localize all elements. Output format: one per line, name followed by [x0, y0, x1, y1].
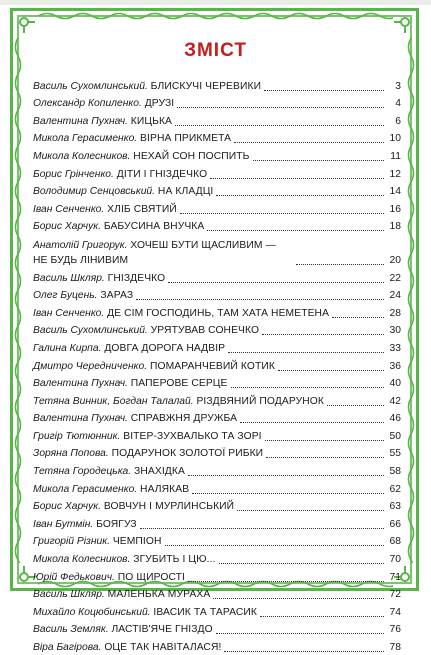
toc-entry[interactable] [33, 129, 401, 147]
toc-entry[interactable] [33, 602, 401, 620]
toc-page-number: 74 [389, 606, 401, 618]
toc-page-number: 18 [389, 221, 401, 233]
toc-page-number: 50 [389, 430, 401, 442]
dot-leader [188, 580, 384, 582]
toc-entry-text [33, 499, 234, 514]
dot-leader [262, 333, 384, 335]
toc-page-number: 12 [389, 168, 401, 180]
toc-entry[interactable] [33, 286, 401, 304]
toc-author: Дмитро Чередниченко. [33, 360, 148, 372]
frame-knot-pattern-right [406, 38, 416, 563]
toc-entry[interactable] [33, 637, 401, 655]
toc-entry-text [33, 429, 262, 444]
toc-page-number: 24 [389, 290, 401, 302]
toc-work-title: НЕХАЙ СОН ПОСПИТЬ [133, 150, 250, 162]
toc-entry[interactable] [33, 479, 401, 497]
toc-entry-text [33, 323, 259, 338]
toc-author: Василь Шкляр. [33, 589, 105, 601]
toc-work-title: ВІТЕР-ЗУХВАЛЬКО ТА ЗОРІ [123, 430, 262, 442]
dot-leader [296, 263, 384, 265]
toc-entry[interactable] [33, 268, 401, 286]
toc-work-title: ДОВГА ДОРОГА НАДВІР [104, 342, 226, 354]
dot-leader [168, 281, 384, 283]
top-stripe [0, 0, 431, 5]
toc-entry[interactable] [33, 356, 401, 374]
toc-entry-text [33, 482, 189, 497]
toc-page-number: 4 [395, 98, 401, 110]
toc-work-title: ОЦЕ ТАК НАВІТАЛАСЯ! [104, 642, 222, 653]
toc-entry-text [33, 79, 261, 94]
toc-work-title: ХОЧЕШ БУТИ ЩАСЛИВИМ — НЕ БУДЬ ЛІНИВИМ [33, 239, 276, 266]
toc-entry[interactable] [33, 146, 401, 164]
toc-entry-text [33, 552, 216, 567]
toc-work-title: ЧЕМПІОН [112, 536, 162, 548]
toc-author: Іван Сенченко. [33, 203, 105, 215]
toc-work-title: БОЯГУЗ [96, 518, 137, 530]
toc-entry-text [33, 464, 185, 479]
toc-entry[interactable] [33, 391, 401, 409]
toc-entry-text [33, 605, 257, 620]
toc-work-title: ПО ЩИРОСТІ [117, 571, 186, 583]
dot-leader [253, 159, 384, 161]
toc-work-title: КИЦЬКА [130, 115, 173, 127]
dot-leader [180, 212, 384, 214]
dot-leader [216, 632, 384, 634]
toc-page-number: 22 [389, 272, 401, 284]
toc-work-title: ЛАСТІВ'ЯЧЕ ГНІЗДО [111, 624, 213, 636]
toc-author: Микола Герасименко. [33, 483, 138, 495]
toc-page-number: 28 [389, 307, 401, 319]
toc-author: Володимир Сенцовський. [33, 186, 156, 198]
toc-author: Василь Шкляр. [33, 272, 105, 284]
toc-entry[interactable] [33, 234, 401, 268]
toc-page-number: 68 [389, 536, 401, 548]
toc-page-number: 20 [389, 254, 401, 266]
toc-author: Микола Герасименко. [33, 133, 138, 145]
dot-leader [216, 194, 384, 196]
toc-entry-text [33, 114, 172, 129]
toc-entry-text [33, 238, 293, 268]
toc-author: Василь Сухомлинський. [33, 325, 148, 337]
toc-entry[interactable] [33, 338, 401, 356]
toc-entry-text [33, 271, 165, 286]
dot-leader [192, 492, 384, 494]
toc-work-title: ХЛІБ СВЯТИЙ [107, 203, 177, 215]
toc-page-number: 16 [389, 203, 401, 215]
toc-author: Борис Харчук. [33, 221, 101, 233]
toc-entry-text [33, 517, 137, 532]
toc-entry-text [33, 341, 225, 356]
dot-leader [264, 89, 384, 91]
dot-leader [260, 615, 384, 617]
toc-entry[interactable] [33, 567, 401, 585]
toc-work-title: ЗНАХІДКА [134, 466, 185, 478]
toc-entry[interactable] [33, 111, 401, 129]
toc-page-number: 42 [389, 395, 401, 407]
toc-author: Олександр Копиленко. [33, 98, 142, 110]
toc-author: Микола Колесников. [33, 150, 131, 162]
toc-page-number: 40 [389, 378, 401, 390]
toc-author: Іван Сенченко. [33, 307, 105, 319]
toc-work-title: ВОВЧУН І МУРЛИНСЬКИЙ [103, 501, 235, 513]
toc-work-title: ДЕ СІМ ГОСПОДИНЬ, ТАМ ХАТА НЕМЕТЕНА [107, 307, 330, 319]
toc-page-number: 76 [389, 624, 401, 636]
toc-entry[interactable] [33, 94, 401, 112]
toc-author: Василь Сухомлинський. [33, 80, 148, 92]
toc-page-number: 71 [389, 571, 401, 583]
toc-entry-text [33, 570, 185, 585]
toc-author: Валентина Пухнач. [33, 378, 128, 390]
toc-page-number: 3 [395, 80, 401, 92]
toc-entry[interactable] [33, 374, 401, 392]
dot-leader [228, 351, 384, 353]
frame-knot-pattern-top [38, 11, 393, 21]
toc-entry-text [33, 622, 213, 637]
dot-leader [165, 544, 384, 546]
toc-work-title: ДІТИ І ГНІЗДЕЧКО [116, 168, 208, 180]
toc-page-number: 78 [389, 642, 401, 653]
toc-entry-text [33, 306, 329, 321]
toc-entry-text [33, 167, 207, 182]
toc-entry-text [33, 96, 174, 111]
toc-author: Валентина Пухнач. [33, 115, 128, 127]
toc-work-title: СПРАВЖНЯ ДРУЖБА [130, 413, 238, 425]
toc-work-title: БЛИСКУЧІ ЧЕРЕВИКИ [150, 80, 262, 92]
dot-leader [175, 124, 384, 126]
toc-entry[interactable] [33, 217, 401, 235]
toc-work-title: ГНІЗДЕЧКО [107, 272, 166, 284]
toc-author: Зоряна Попова. [33, 448, 109, 460]
toc-entry[interactable] [33, 409, 401, 427]
toc-page-number: 63 [389, 501, 401, 513]
toc-entry[interactable] [33, 303, 401, 321]
toc-work-title: ПОМАРАНЧЕВИЙ КОТИК [149, 360, 275, 372]
dot-leader [266, 456, 384, 458]
toc-page-number: 62 [389, 483, 401, 495]
toc-author: Тетяна Винник, Богдан Талалай. [33, 395, 194, 407]
dot-leader [234, 141, 384, 143]
toc-work-title: ПОДАРУНОК ЗОЛОТОЇ РИБКИ [111, 448, 264, 460]
toc-author: Валентина Пухнач. [33, 413, 128, 425]
toc-entry[interactable] [33, 426, 401, 444]
toc-author: Юрій Федькович. [33, 571, 115, 583]
toc-entry[interactable] [33, 461, 401, 479]
toc-entry[interactable] [33, 497, 401, 515]
toc-work-title: НАЛЯКАВ [140, 483, 190, 495]
toc-work-title: МАЛЕНЬКА МУРАХА [107, 589, 211, 601]
dot-leader [177, 106, 384, 108]
toc-work-title: УРЯТУВАВ СОНЕЧКО [150, 325, 260, 337]
toc-work-title: ІВАСИК ТА ТАРАСИК [153, 606, 257, 618]
toc-page-number: 10 [389, 133, 401, 145]
toc-author: Іван Бутмін. [33, 518, 94, 530]
toc-page-number: 72 [389, 589, 401, 601]
table-of-contents [33, 76, 401, 655]
toc-page-number: 36 [389, 360, 401, 372]
toc-author: Анатолій Григорук. [33, 239, 128, 251]
toc-page-number: 11 [390, 150, 401, 162]
toc-entry[interactable] [33, 76, 401, 94]
toc-entry-text [33, 359, 275, 374]
toc-work-title: РІЗДВЯНИЙ ПОДАРУНОК [196, 395, 324, 407]
toc-page-number: 6 [395, 115, 401, 127]
toc-entry-text [33, 202, 177, 217]
toc-author: Віра Багірова. [33, 642, 102, 653]
toc-page-number: 58 [389, 466, 401, 478]
toc-work-title: ЗГУБИТЬ І ЦЮ... [133, 554, 216, 566]
toc-work-title: БАБУСИНА ВНУЧКА [103, 221, 205, 233]
toc-entry-text [33, 288, 133, 303]
toc-author: Григорій Різник. [33, 536, 110, 548]
toc-page-number: 66 [389, 518, 401, 530]
dot-leader [278, 369, 384, 371]
toc-author: Борис Грінченко. [33, 168, 114, 180]
toc-entry[interactable] [33, 549, 401, 567]
dot-leader [224, 650, 384, 652]
dot-leader [237, 509, 384, 511]
toc-author: Василь Земляк. [33, 624, 109, 636]
toc-work-title: ВІРНА ПРИКМЕТА [140, 133, 232, 145]
toc-entry[interactable] [33, 444, 401, 462]
toc-author: Борис Харчук. [33, 501, 101, 513]
toc-work-title: ЗАРАЗ [100, 290, 134, 302]
toc-page-number: 55 [389, 448, 401, 460]
toc-work-title: НА КЛАДЦІ [157, 186, 214, 198]
toc-entry-text [33, 376, 228, 391]
toc-entry[interactable] [33, 164, 401, 182]
toc-entry[interactable] [33, 182, 401, 200]
dot-leader [240, 421, 384, 423]
toc-entry-text [33, 219, 204, 234]
toc-page-number: 33 [389, 342, 401, 354]
toc-entry[interactable] [33, 532, 401, 550]
toc-work-title: ДРУЗІ [144, 98, 175, 110]
frame-knot-pattern-left [13, 38, 23, 563]
toc-author: Олег Буцень. [33, 290, 98, 302]
dot-leader [327, 404, 384, 406]
dot-leader [213, 597, 384, 599]
toc-entry-text [33, 411, 237, 426]
toc-entry-text [33, 640, 221, 655]
toc-entry[interactable] [33, 199, 401, 217]
toc-entry-text [33, 534, 162, 549]
dot-leader [231, 386, 385, 388]
toc-entry-text [33, 149, 250, 164]
toc-entry[interactable] [33, 514, 401, 532]
dot-leader [207, 229, 384, 231]
dot-leader [332, 316, 384, 318]
toc-entry[interactable] [33, 321, 401, 339]
toc-work-title: ПАПЕРОВЕ СЕРЦЕ [130, 378, 228, 390]
dot-leader [188, 474, 384, 476]
dot-leader [136, 298, 384, 300]
toc-entry-text [33, 131, 231, 146]
dot-leader [210, 177, 384, 179]
page-title: ЗМІСТ [184, 40, 247, 61]
dot-leader [265, 439, 384, 441]
toc-entry[interactable] [33, 620, 401, 638]
toc-page-number: 70 [389, 554, 401, 566]
dot-leader [140, 527, 384, 529]
toc-author: Галина Кирпа. [33, 342, 102, 354]
toc-page-number: 30 [389, 325, 401, 337]
toc-page-number: 46 [389, 413, 401, 425]
dot-leader [219, 562, 384, 564]
toc-author: Григір Тютюнник. [33, 430, 121, 442]
toc-author: Микола Колесников. [33, 554, 131, 566]
toc-author: Михайло Коцюбинський. [33, 606, 151, 618]
toc-author: Тетяна Городецька. [33, 466, 132, 478]
toc-page-number: 14 [389, 186, 401, 198]
toc-entry-text [33, 446, 263, 461]
toc-entry-text [33, 184, 213, 199]
toc-entry-text [33, 394, 324, 409]
